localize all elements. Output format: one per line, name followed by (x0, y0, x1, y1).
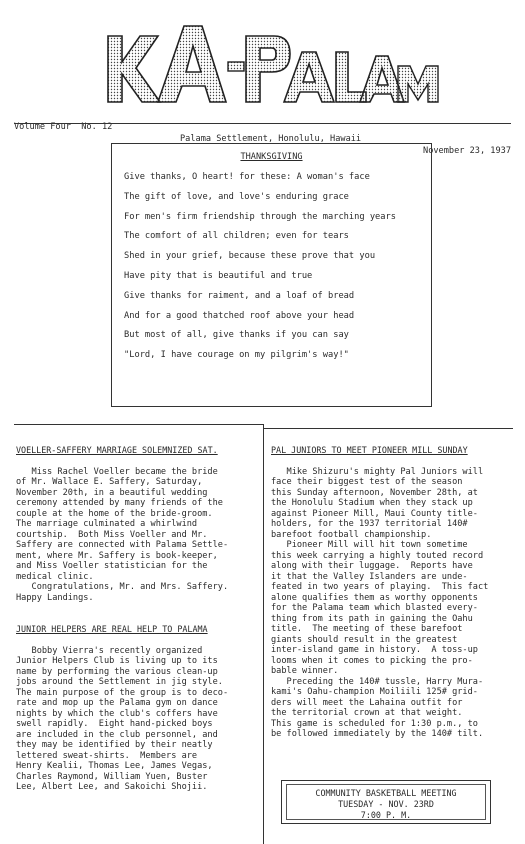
article-headline-helpers: JUNIOR HELPERS ARE REAL HELP TO PALAMA (16, 624, 208, 634)
masthead (104, 22, 440, 116)
masthead-logo (104, 22, 440, 116)
article-paragraph: Bobby Vierra's recently organized Junior Helpers Club is living up to its name by performing the various clean-up jobs around the Settlement in jig style. The main purpose of the group is to deco- rate and mop up the Palama gym on dance nights by which the club's coffers have swell rapidly. Eight hand-picked boys are included in the club personnel, and they may be identified by their neatly lettered sweat-shirts. Members are Henry Kealii, Thomas Lee, James Vegas, Charles Raymond, William Yuen, Buster Lee, Albert Lee, and Sakoichi Shojii. (16, 645, 229, 792)
column-top-rule-right (263, 428, 513, 429)
article-paragraph: Mike Shizuru's mighty Pal Juniors will face their biggest test of the season this Sunday afternoon, November 28th, at the Honolulu Stadium when they stack up against Pioneer Mill, Maui County title- holders, for the 1937 territorial 140# barefoot football championship. (271, 466, 484, 540)
left-column (16, 445, 260, 793)
poem-line: "Lord, I have courage on my pilgrim's way!" (124, 350, 349, 361)
notice-title: COMMUNITY BASKETBALL MEETING (315, 788, 457, 798)
poem-title: THANKSGIVING (240, 152, 303, 162)
poem-line: Shed in your grief, because these prove that you (124, 251, 376, 262)
poem-line: The gift of love, and love's enduring grace (124, 191, 349, 202)
issue-date: November 23, 1937 (423, 146, 511, 156)
poem-line: For men's firm friendship through the marching years (124, 211, 396, 222)
poem-lines (124, 171, 427, 369)
article-paragraph: Preceding the 140# tussle, Harry Mura- kami's Oahu-champion Moiliili 125# grid- ders will meet the Lahaina outfit for the territorial crown at that weight. This game is scheduled for 1:30 p.m., to be followed immediately by the 140# tilt. (271, 676, 484, 739)
notice-inner-frame (286, 784, 486, 820)
volume-number: Volume Four No. 12 (14, 122, 113, 132)
article-paragraph: Congratulations, Mr. and Mrs. Saffery. Happy Landings. (16, 582, 229, 603)
article-headline-pal-juniors: PAL JUNIORS TO MEET PIONEER MILL SUNDAY (271, 445, 468, 455)
poem-line: But most of all, give thanks if you can say (124, 330, 349, 341)
notice-time: 7:00 P. M. (360, 810, 412, 820)
publisher-location: Palama Settlement, Honolulu, Hawaii (180, 134, 362, 144)
poem-line: Give thanks, O heart! for these: A woman's face (124, 172, 370, 182)
notice-date: TUESDAY - NOV. 23RD (338, 799, 434, 809)
right-column (271, 445, 513, 740)
poem-line: Give thanks for raiment, and a loaf of bread (124, 290, 355, 301)
poem-line: Have pity that is beautiful and true (124, 270, 313, 281)
poem-line: The comfort of all children; even for tears (124, 231, 349, 242)
dateline-rule (14, 123, 511, 124)
article-paragraph: Pioneer Mill will hit town sometime this week carrying a highly touted record along with their luggage. Reports have it that the Valley Islanders are unde- feated in two years of playing. This fact alone qualifies them as worthy opponents for the Palama team which blasted every- thing from its path in gaining the Oahu title. The meeting of these barefoot giants should result in the greatest inter-island game in history. A toss-up looms when it comes to picking the pro- bable winner. (271, 540, 489, 676)
poem-line: And for a good thatched roof above your head (124, 310, 355, 321)
article-paragraph: Miss Rachel Voeller became the bride of Mr. Wallace E. Saffery, Saturday, November 20th, in a beautiful wedding ceremony attended by many friends of the couple at the home of the bride-groom. The marriage culminated a whirlwind courtship. Both Miss Voeller and Mr. Saffery are connected with Palama Settle- ment, where Mr. Saffery is book-keeper, and Miss Voeller statistician for the medical clinic. (16, 466, 229, 582)
poem-box (111, 143, 432, 407)
column-top-rule-left (14, 424, 263, 425)
basketball-meeting-notice (281, 780, 491, 824)
column-divider (263, 424, 264, 844)
article-headline-marriage: VOELLER-SAFFERY MARRIAGE SOLEMNIZED SAT. (16, 445, 218, 455)
